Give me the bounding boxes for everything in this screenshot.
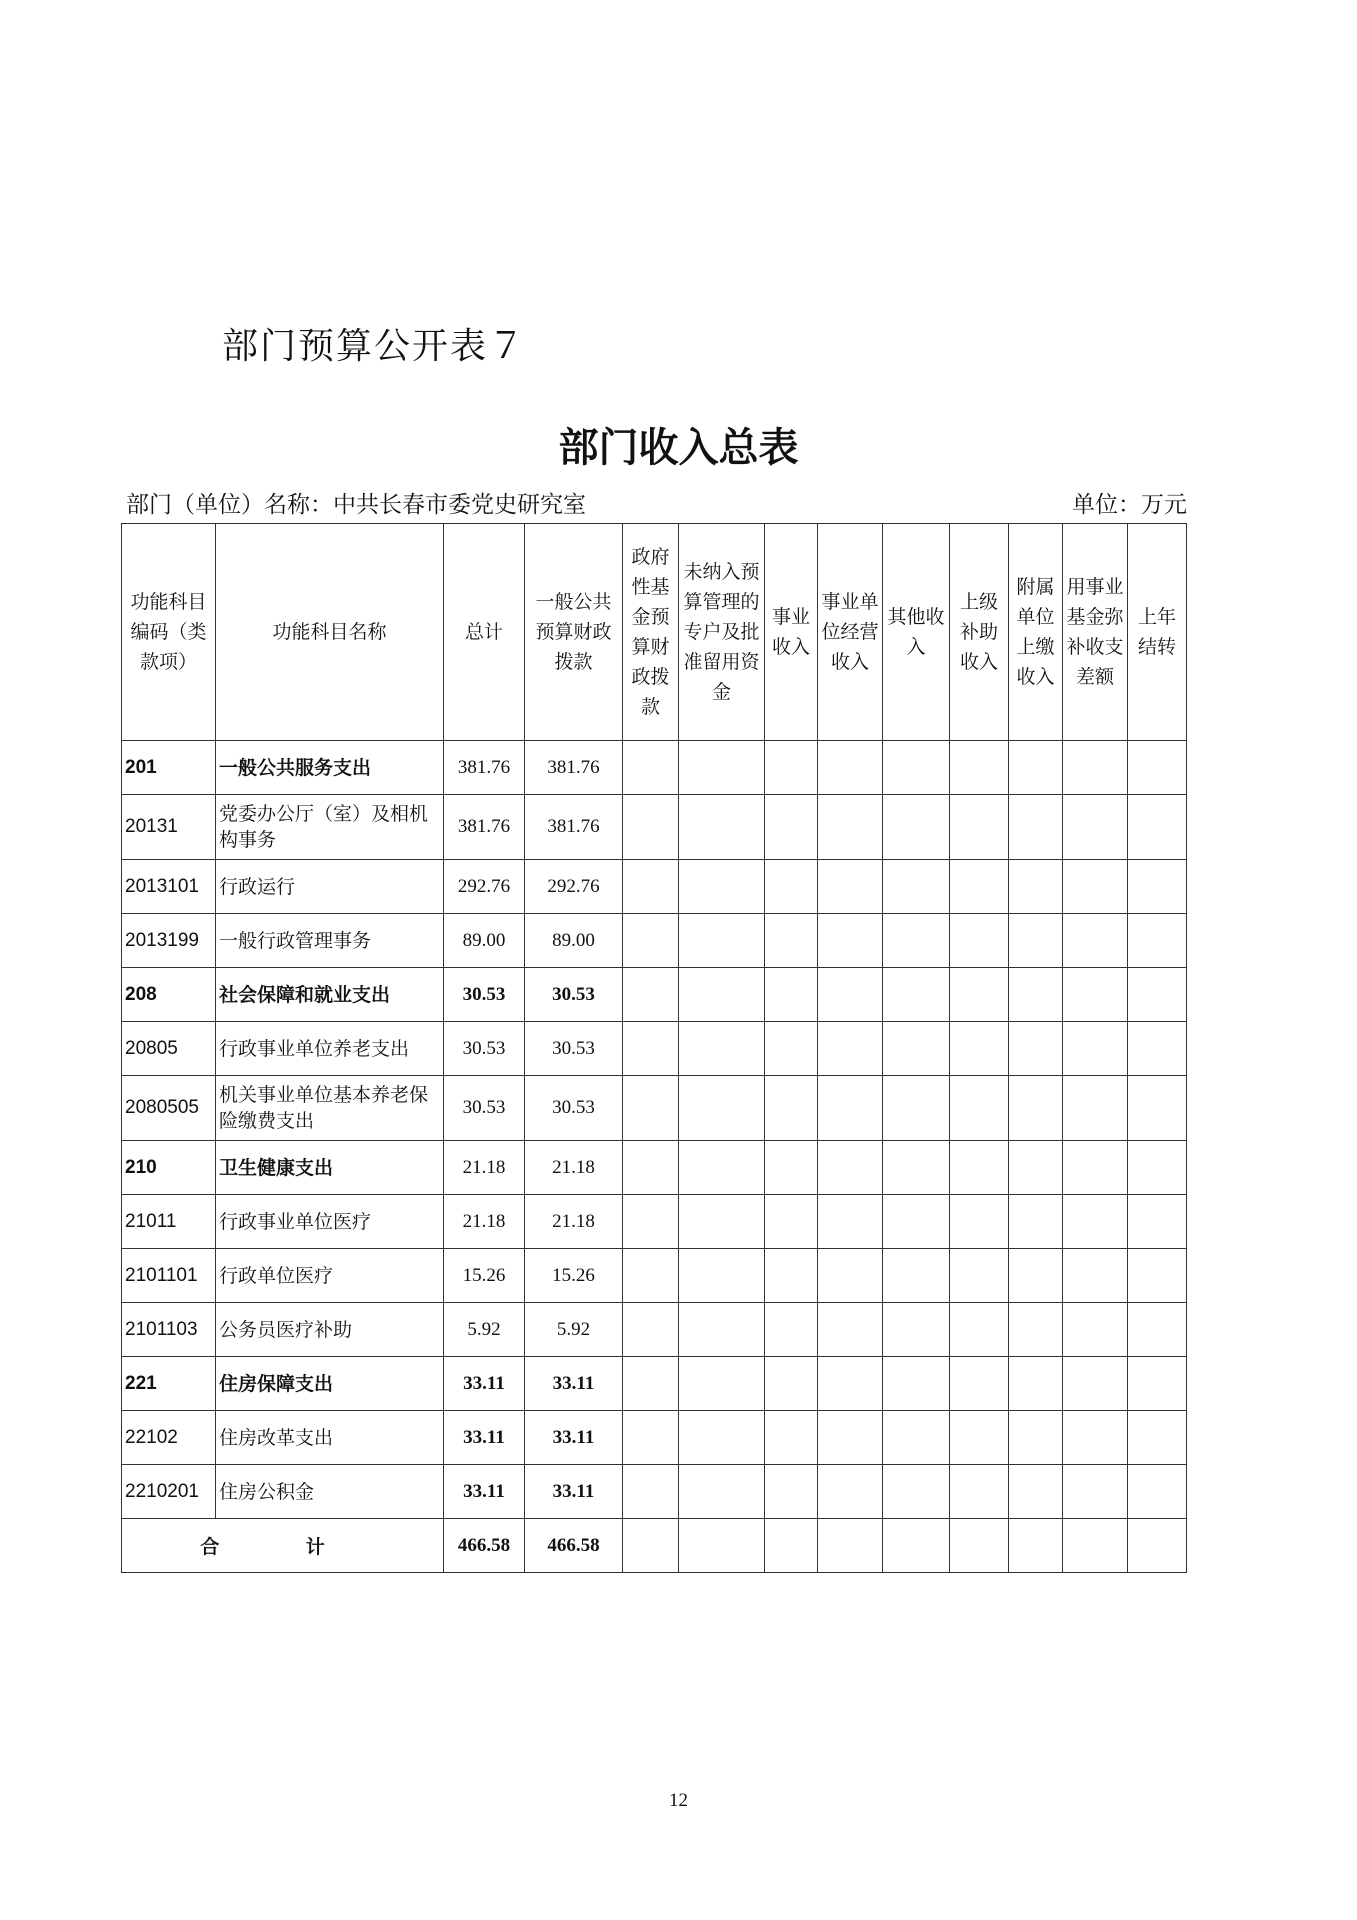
table-row [122,1195,1187,1249]
col-header-total: 总计 [444,524,525,741]
col-header-off-budget: 未纳入预算管理的专户及批准留用资金 [679,524,765,741]
table-row [122,1022,1187,1076]
empty-cell [1063,1519,1128,1573]
empty-cell [883,1411,950,1465]
table-row [122,914,1187,968]
empty-cell [1128,1076,1187,1141]
total-cell: 30.53 [444,1022,525,1076]
empty-cell [623,1357,679,1411]
empty-cell [1128,1303,1187,1357]
table-row [122,1141,1187,1195]
empty-cell [623,1022,679,1076]
empty-cell [883,1303,950,1357]
empty-cell [883,741,950,795]
empty-cell [623,914,679,968]
function-name-cell: 一般行政管理事务 [216,914,444,968]
empty-cell [1063,860,1128,914]
empty-cell [765,968,818,1022]
empty-cell [818,1141,883,1195]
general-budget-cell: 30.53 [525,1076,623,1141]
general-budget-cell: 381.76 [525,795,623,860]
empty-cell [679,1303,765,1357]
empty-cell [818,795,883,860]
function-name-cell: 住房公积金 [216,1465,444,1519]
empty-cell [1063,1022,1128,1076]
empty-cell [1128,1249,1187,1303]
empty-cell [883,795,950,860]
general-budget-cell: 33.11 [525,1465,623,1519]
table-row [122,1411,1187,1465]
empty-cell [1063,741,1128,795]
empty-cell [818,1357,883,1411]
empty-cell [1063,1465,1128,1519]
empty-cell [679,741,765,795]
function-code-cell: 20805 [122,1022,216,1076]
total-cell: 381.76 [444,741,525,795]
general-budget-cell: 21.18 [525,1195,623,1249]
empty-cell [679,1465,765,1519]
empty-cell [1009,1519,1063,1573]
function-code-cell: 210 [122,1141,216,1195]
empty-cell [1009,795,1063,860]
table-row [122,1357,1187,1411]
empty-cell [1063,1195,1128,1249]
total-cell: 89.00 [444,914,525,968]
empty-cell [883,1357,950,1411]
empty-cell [679,1076,765,1141]
total-cell: 30.53 [444,1076,525,1141]
unit-label: 单位：万元 [1072,492,1187,518]
empty-cell [765,1519,818,1573]
page-heading: 部门预算公开表７ [222,326,527,367]
function-name-cell: 机关事业单位基本养老保险缴费支出 [216,1076,444,1141]
empty-cell [765,1076,818,1141]
col-header-gov-fund: 政府性基金预算财政拨款 [623,524,679,741]
function-name-cell: 公务员医疗补助 [216,1303,444,1357]
empty-cell [623,1411,679,1465]
empty-cell [818,1076,883,1141]
empty-cell [1009,1022,1063,1076]
total-cell: 33.11 [444,1411,525,1465]
function-name-cell: 行政事业单位养老支出 [216,1022,444,1076]
empty-cell [1009,1357,1063,1411]
empty-cell [765,914,818,968]
function-name-cell: 社会保障和就业支出 [216,968,444,1022]
empty-cell [950,1465,1009,1519]
general-budget-cell: 15.26 [525,1249,623,1303]
empty-cell [1009,1076,1063,1141]
empty-cell [679,1195,765,1249]
function-code-cell: 2013199 [122,914,216,968]
empty-cell [679,914,765,968]
empty-cell [1009,1411,1063,1465]
empty-cell [950,860,1009,914]
empty-cell [1009,1465,1063,1519]
empty-cell [765,860,818,914]
table-row [122,1249,1187,1303]
empty-cell [950,1303,1009,1357]
empty-cell [950,1249,1009,1303]
empty-cell [818,968,883,1022]
general-budget-cell: 292.76 [525,860,623,914]
empty-cell [1128,860,1187,914]
income-summary-table [121,523,1187,1573]
empty-cell [765,1249,818,1303]
table-row [122,968,1187,1022]
general-budget-cell: 21.18 [525,1141,623,1195]
empty-cell [883,1076,950,1141]
table-row [122,741,1187,795]
general-budget-cell: 33.11 [525,1357,623,1411]
empty-cell [883,968,950,1022]
empty-cell [950,1076,1009,1141]
empty-cell [1128,741,1187,795]
total-cell: 292.76 [444,860,525,914]
empty-cell [1063,1303,1128,1357]
empty-cell [1063,1076,1128,1141]
empty-cell [679,1519,765,1573]
empty-cell [623,1303,679,1357]
general-budget-cell: 5.92 [525,1303,623,1357]
empty-cell [950,1411,1009,1465]
empty-cell [1063,1141,1128,1195]
col-header-other-income: 其他收入 [883,524,950,741]
empty-cell [623,1141,679,1195]
empty-cell [765,795,818,860]
empty-cell [623,860,679,914]
general-budget-cell: 30.53 [525,1022,623,1076]
total-cell: 33.11 [444,1357,525,1411]
empty-cell [623,1519,679,1573]
grand-total-cell: 466.58 [444,1519,525,1573]
total-row-label: 合 计 [122,1519,444,1573]
total-cell: 21.18 [444,1141,525,1195]
empty-cell [1063,1411,1128,1465]
table-row [122,860,1187,914]
general-budget-cell: 89.00 [525,914,623,968]
function-code-cell: 208 [122,968,216,1022]
empty-cell [1009,914,1063,968]
total-cell: 5.92 [444,1303,525,1357]
empty-cell [679,1357,765,1411]
empty-cell [1128,1141,1187,1195]
empty-cell [1128,968,1187,1022]
function-name-cell: 住房改革支出 [216,1411,444,1465]
empty-cell [679,1141,765,1195]
empty-cell [818,1303,883,1357]
empty-cell [1009,1249,1063,1303]
empty-cell [623,968,679,1022]
total-cell: 33.11 [444,1465,525,1519]
empty-cell [1009,741,1063,795]
empty-cell [1128,1195,1187,1249]
total-row [122,1519,1187,1573]
empty-cell [818,1519,883,1573]
empty-cell [765,1195,818,1249]
function-code-cell: 221 [122,1357,216,1411]
empty-cell [623,1076,679,1141]
function-name-cell: 住房保障支出 [216,1357,444,1411]
empty-cell [765,1022,818,1076]
col-header-superior-subsidy: 上级补助收入 [950,524,1009,741]
empty-cell [765,1465,818,1519]
empty-cell [623,1195,679,1249]
function-code-cell: 2101103 [122,1303,216,1357]
empty-cell [1128,1465,1187,1519]
col-header-business-income: 事业收入 [765,524,818,741]
empty-cell [883,1249,950,1303]
function-code-cell: 2101101 [122,1249,216,1303]
general-budget-cell: 381.76 [525,741,623,795]
empty-cell [1128,795,1187,860]
empty-cell [950,1519,1009,1573]
empty-cell [679,1249,765,1303]
empty-cell [1128,1022,1187,1076]
empty-cell [1128,1519,1187,1573]
function-code-cell: 2013101 [122,860,216,914]
empty-cell [818,914,883,968]
empty-cell [1128,1411,1187,1465]
function-code-cell: 22102 [122,1411,216,1465]
empty-cell [623,1249,679,1303]
total-cell: 15.26 [444,1249,525,1303]
function-name-cell: 卫生健康支出 [216,1141,444,1195]
empty-cell [765,1303,818,1357]
empty-cell [950,1022,1009,1076]
empty-cell [883,1022,950,1076]
empty-cell [679,1411,765,1465]
empty-cell [950,968,1009,1022]
total-cell: 21.18 [444,1195,525,1249]
table-row [122,795,1187,860]
empty-cell [950,1141,1009,1195]
empty-cell [1063,1249,1128,1303]
empty-cell [623,795,679,860]
function-code-cell: 2210201 [122,1465,216,1519]
header-row [122,524,1187,741]
function-name-cell: 行政运行 [216,860,444,914]
empty-cell [818,1411,883,1465]
table-title: 部门收入总表 [558,425,799,471]
empty-cell [765,1141,818,1195]
department-label: 部门（单位）名称：中共长春市委党史研究室 [126,492,586,518]
empty-cell [950,795,1009,860]
total-cell: 30.53 [444,968,525,1022]
general-budget-cell: 33.11 [525,1411,623,1465]
grand-general-budget-cell: 466.58 [525,1519,623,1573]
empty-cell [818,741,883,795]
general-budget-cell: 30.53 [525,968,623,1022]
empty-cell [950,1195,1009,1249]
empty-cell [818,1465,883,1519]
empty-cell [818,1195,883,1249]
col-header-affiliated-remit: 附属单位上缴收入 [1009,524,1063,741]
empty-cell [1128,914,1187,968]
page-number: 12 [669,1790,688,1811]
col-header-carryover: 上年结转 [1128,524,1187,741]
table-row [122,1303,1187,1357]
empty-cell [1009,860,1063,914]
empty-cell [623,741,679,795]
empty-cell [883,1465,950,1519]
col-header-fund-offset: 用事业基金弥补收支差额 [1063,524,1128,741]
col-header-name: 功能科目名称 [216,524,444,741]
empty-cell [883,1519,950,1573]
empty-cell [1063,795,1128,860]
function-code-cell: 21011 [122,1195,216,1249]
empty-cell [679,860,765,914]
empty-cell [1063,1357,1128,1411]
empty-cell [765,1411,818,1465]
function-code-cell: 201 [122,741,216,795]
empty-cell [883,860,950,914]
function-name-cell: 行政事业单位医疗 [216,1195,444,1249]
empty-cell [950,1357,1009,1411]
empty-cell [1009,968,1063,1022]
table-row [122,1076,1187,1141]
empty-cell [1009,1141,1063,1195]
function-name-cell: 一般公共服务支出 [216,741,444,795]
col-header-code: 功能科目编码（类款项） [122,524,216,741]
empty-cell [950,914,1009,968]
function-name-cell: 党委办公厅（室）及相机构事务 [216,795,444,860]
empty-cell [623,1465,679,1519]
empty-cell [818,1249,883,1303]
empty-cell [1009,1303,1063,1357]
empty-cell [1063,968,1128,1022]
empty-cell [883,1141,950,1195]
total-cell: 381.76 [444,795,525,860]
empty-cell [679,795,765,860]
function-code-cell: 2080505 [122,1076,216,1141]
empty-cell [950,741,1009,795]
function-code-cell: 20131 [122,795,216,860]
empty-cell [679,1022,765,1076]
empty-cell [818,860,883,914]
empty-cell [883,914,950,968]
empty-cell [765,1357,818,1411]
col-header-general-budget: 一般公共预算财政拨款 [525,524,623,741]
empty-cell [883,1195,950,1249]
empty-cell [1063,914,1128,968]
empty-cell [765,741,818,795]
function-name-cell: 行政单位医疗 [216,1249,444,1303]
empty-cell [679,968,765,1022]
table-row [122,1465,1187,1519]
empty-cell [818,1022,883,1076]
empty-cell [1128,1357,1187,1411]
empty-cell [1009,1195,1063,1249]
col-header-business-operating: 事业单位经营收入 [818,524,883,741]
